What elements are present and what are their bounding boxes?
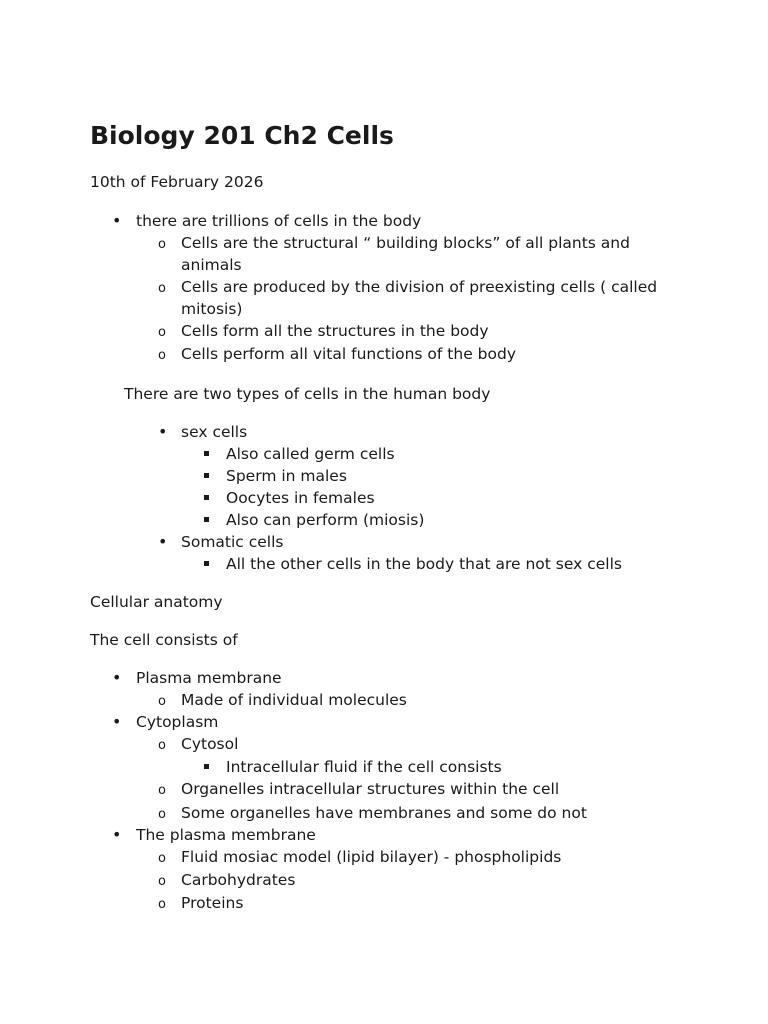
circle-bullet-icon xyxy=(158,733,178,757)
list-item: sex cells xyxy=(181,423,248,441)
circle-bullet-icon xyxy=(158,232,178,256)
square-bullet-icon xyxy=(204,553,224,575)
circle-bullet-icon xyxy=(158,802,178,826)
square-bullet-icon xyxy=(204,487,224,509)
square-bullet-icon xyxy=(204,465,224,487)
circle-bullet-icon xyxy=(158,892,178,916)
list-item: Oocytes in females xyxy=(226,489,375,507)
circle-bullet-icon xyxy=(158,276,178,300)
list-item: Organelles intracellular structures within the cell xyxy=(181,780,560,798)
list-item: there are trillions of cells in the body xyxy=(136,212,422,230)
list-item: Fluid mosiac model (lipid bilayer) - phospholipids xyxy=(181,848,562,866)
list-item: Intracellular fluid if the cell consists xyxy=(226,758,502,776)
bullet-icon xyxy=(158,531,178,553)
bullet-icon xyxy=(112,711,132,733)
square-bullet-icon xyxy=(204,443,224,465)
paragraph: The cell consists of xyxy=(90,631,238,649)
bullet-icon xyxy=(112,667,132,689)
list-item: Made of individual molecules xyxy=(181,691,407,709)
circle-bullet-icon xyxy=(158,343,178,367)
list-item-continuation: animals xyxy=(181,256,242,274)
circle-bullet-icon xyxy=(158,320,178,344)
list-item: Cytosol xyxy=(181,735,239,753)
list-item: Cells are the structural “ building blocks” of all plants and xyxy=(181,234,630,252)
circle-bullet-icon xyxy=(158,778,178,802)
list-item: Somatic cells xyxy=(181,533,284,551)
list-item: Proteins xyxy=(181,894,244,912)
bullet-icon xyxy=(112,210,132,232)
square-bullet-icon xyxy=(204,756,224,778)
list-item: Also called germ cells xyxy=(226,445,395,463)
list-item: Some organelles have membranes and some do not xyxy=(181,804,587,822)
bullet-icon xyxy=(158,421,178,443)
list-item: Cytoplasm xyxy=(136,713,219,731)
list-item-continuation: mitosis) xyxy=(181,300,243,318)
list-item: Cells perform all vital functions of the body xyxy=(181,345,516,363)
circle-bullet-icon xyxy=(158,869,178,893)
list-item: The plasma membrane xyxy=(136,826,316,844)
list-item: Plasma membrane xyxy=(136,669,282,687)
list-item: Carbohydrates xyxy=(181,871,296,889)
list-item: Cells are produced by the division of preexisting cells ( called xyxy=(181,278,658,296)
list-item: All the other cells in the body that are not sex cells xyxy=(226,555,622,573)
square-bullet-icon xyxy=(204,509,224,531)
document-title: Biology 201 Ch2 Cells xyxy=(90,121,394,150)
bullet-icon xyxy=(112,824,132,846)
paragraph: Cellular anatomy xyxy=(90,593,223,611)
list-item: Cells form all the structures in the body xyxy=(181,322,489,340)
circle-bullet-icon xyxy=(158,689,178,713)
circle-bullet-icon xyxy=(158,846,178,870)
date-text: 10th of February 2026 xyxy=(90,173,264,191)
list-item: Sperm in males xyxy=(226,467,347,485)
paragraph: There are two types of cells in the human body xyxy=(124,385,491,403)
list-item: Also can perform (miosis) xyxy=(226,511,425,529)
